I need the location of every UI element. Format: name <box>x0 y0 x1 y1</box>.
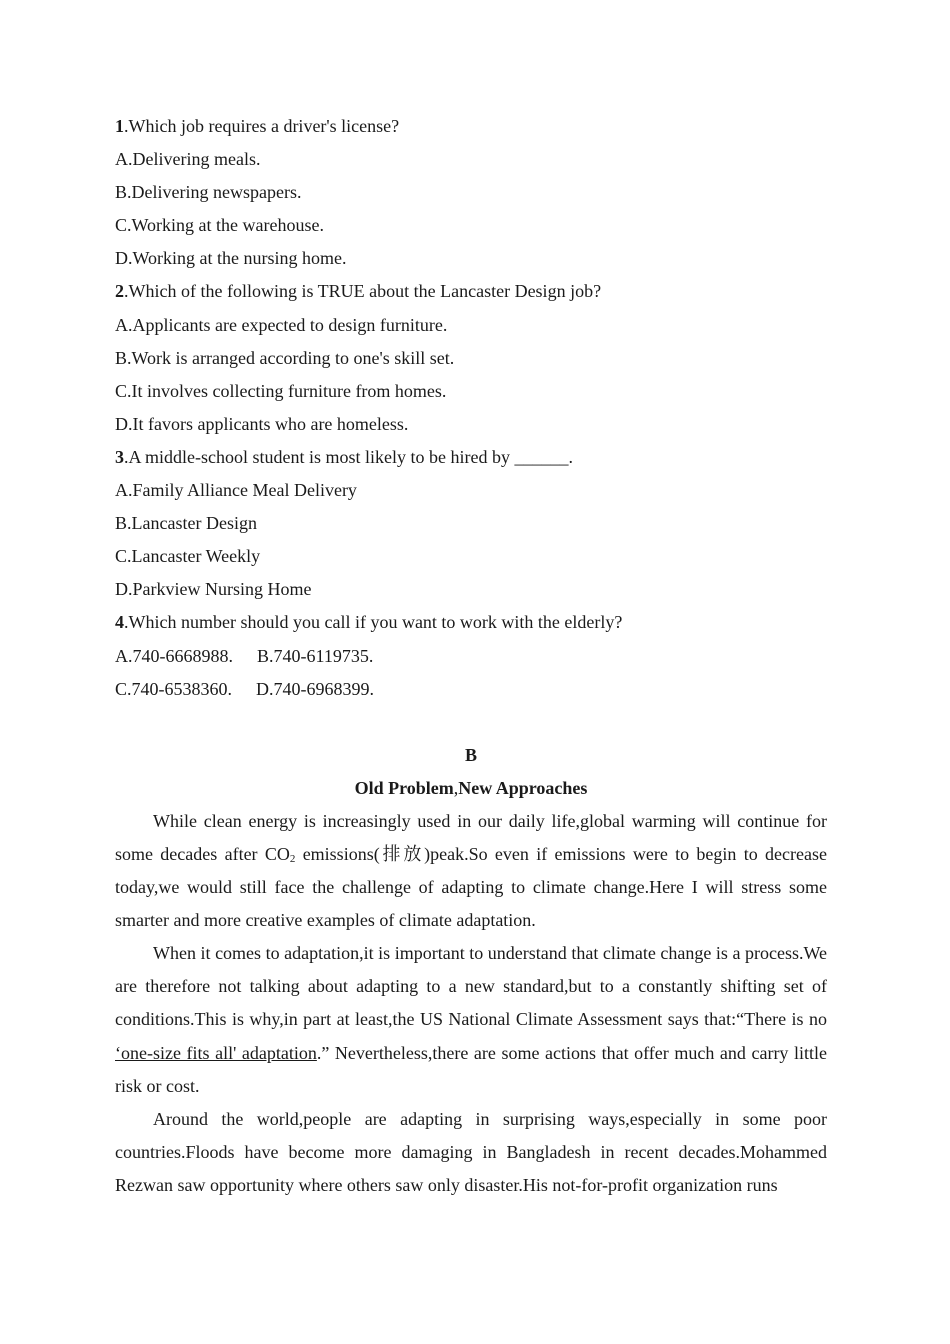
underlined-phrase: ‘one-size fits all' adaptation <box>115 1042 317 1063</box>
question-2-stem <box>115 275 827 308</box>
question-number: 2 <box>115 281 124 302</box>
paragraph-text: emissions(排放)peak.So even if emissions were to begin to decrease today,we would still face the challenge of adapting to climate change.Here I will stress some smarter and more creative examples of climate adaptation. <box>115 843 827 931</box>
question-2-option-c: C.It involves collecting furniture from homes. <box>115 380 447 401</box>
question-4-stem <box>115 606 827 639</box>
question-1-stem <box>115 110 827 143</box>
subscript-2: 2 <box>289 852 296 865</box>
question-4-options-row-2 <box>115 673 827 706</box>
question-3-stem <box>115 441 827 474</box>
passage-paragraph-3: Around the world,people are adapting in surprising ways,especially in some poor countries.Floods have become more damaging in Bangladesh in recent decades.Mohammed Rezwan saw opportunity where others saw only disaster.His not-for-profit organization runs <box>115 1108 827 1195</box>
question-3-option-a: A.Family Alliance Meal Delivery <box>115 480 357 501</box>
question-3-option-d: D.Parkview Nursing Home <box>115 579 312 600</box>
paragraph-text: .” Nevertheless,there are some actions that offer much and carry little risk or cost. <box>115 1042 827 1096</box>
question-text: .A middle-school student is most likely to be hired by ______. <box>124 446 573 467</box>
question-1-option-a: A.Delivering meals. <box>115 149 261 170</box>
question-4-option-c: C.740-6538360. <box>115 678 232 699</box>
question-2-option-a: A.Applicants are expected to design furniture. <box>115 314 448 335</box>
question-2-option-b: B.Work is arranged according to one's skill set. <box>115 347 455 368</box>
question-text: .Which of the following is TRUE about the Lancaster Design job? <box>124 281 602 302</box>
title-separator: , <box>453 777 459 798</box>
question-4-options-row-1 <box>115 640 827 673</box>
question-4-option-a: A.740-6668988. <box>115 645 233 666</box>
document-page <box>115 110 827 1202</box>
title-part-1: Old Problem <box>354 777 454 798</box>
passage-paragraph-1 <box>115 805 827 937</box>
question-number: 4 <box>115 612 124 633</box>
question-4-option-d: D.740-6968399. <box>256 678 374 699</box>
question-1-option-b: B.Delivering newspapers. <box>115 182 302 203</box>
question-number: 1 <box>115 116 124 136</box>
question-text: .Which number should you call if you want to work with the elderly? <box>124 612 623 633</box>
passage-paragraph-2 <box>115 937 827 1102</box>
paragraph-text: While clean energy is increasingly used in our daily life,global warming will continue for some decades after CO <box>115 810 827 864</box>
passage-title <box>115 772 827 805</box>
question-number: 3 <box>115 446 124 467</box>
question-2-option-d: D.It favors applicants who are homeless. <box>115 413 409 434</box>
question-3-option-b: B.Lancaster Design <box>115 513 257 534</box>
question-1-option-d: D.Working at the nursing home. <box>115 248 347 269</box>
question-text: .Which job requires a driver's license? <box>124 116 400 136</box>
paragraph-text: When it comes to adaptation,it is important to understand that climate change is a process.We are therefore not talking about adapting to a new standard,but to a constantly shifting set of conditions.This is why,in part at least,the US National Climate Assessment says that:“There is no <box>115 943 827 1030</box>
title-part-2: New Approaches <box>458 777 588 798</box>
section-letter: B <box>464 744 477 765</box>
question-3-option-c: C.Lancaster Weekly <box>115 546 261 567</box>
question-1-option-c: C.Working at the warehouse. <box>115 215 324 236</box>
question-4-option-b: B.740-6119735. <box>257 645 374 666</box>
